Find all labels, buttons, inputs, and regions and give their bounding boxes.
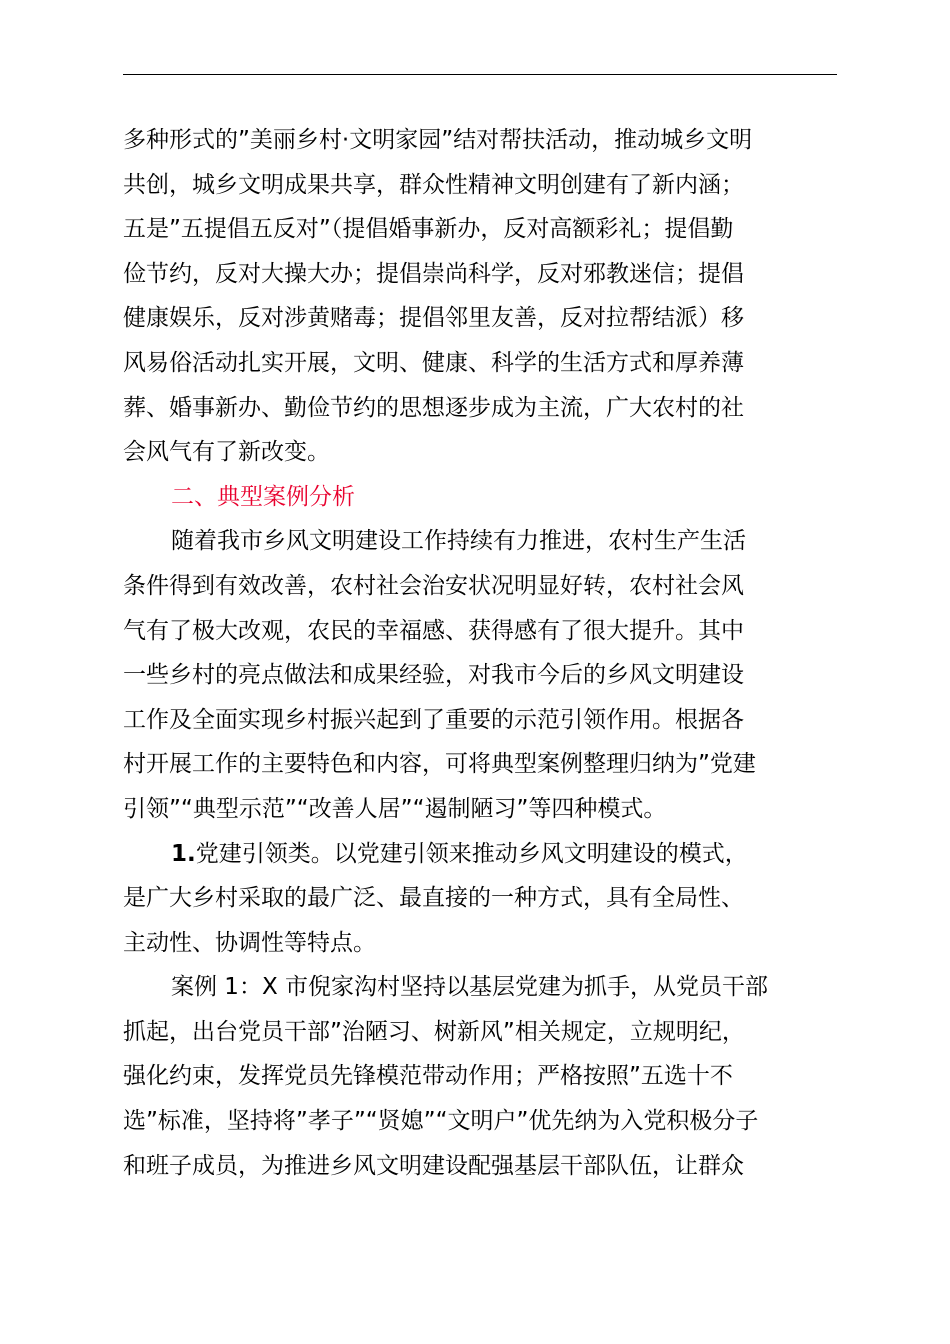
text-line: 五是”五提倡五反对”（提倡婚事新办，反对高额彩礼；提倡勤 <box>123 216 734 243</box>
text-line: 条件得到有效改善，农村社会治安状况明显好转，农村社会风 <box>123 572 744 599</box>
text-line: 抓起，出台党员干部”治陋习、树新风”相关规定，立规明纪， <box>123 1018 745 1045</box>
text-line: 一些乡村的亮点做法和成果经验，对我市今后的乡风文明建设 <box>123 662 744 689</box>
text-line: 风易俗活动扎实开展，文明、健康、科学的生活方式和厚养薄 <box>123 349 744 376</box>
text-line: 主动性、协调性等特点。 <box>123 929 376 956</box>
text-line: 工作及全面实现乡村振兴起到了重要的示范引领作用。根据各 <box>123 706 744 733</box>
text-line: 共创，城乡文明成果共享，群众性精神文明创建有了新内涵； <box>123 171 744 198</box>
text-line: 案例 1：X 市倪家沟村坚持以基层党建为抓手，从党员干部 <box>171 974 769 1001</box>
text-line: 葬、婚事新办、勤俭节约的思想逐步成为主流，广大农村的社 <box>123 394 744 421</box>
text-line: 多种形式的”美丽乡村·文明家园”结对帮扶活动，推动城乡文明 <box>123 127 753 153</box>
text-line: 随着我市乡风文明建设工作持续有力推进，农村生产生活 <box>171 528 746 555</box>
text-line: 俭节约，反对大操大办；提倡崇尚科学，反对邪教迷信；提倡 <box>123 260 744 287</box>
item-text: 党建引领类。以党建引领来推动乡风文明建设的模式， <box>195 840 748 867</box>
text-line: 选”标准，坚持将”孝子”“贤媳”“文明户”优先纳为入党积极分子 <box>123 1108 759 1135</box>
section-heading: 二、典型案例分析 <box>171 483 355 510</box>
header-rule <box>123 74 837 75</box>
text-line: 是广大乡村采取的最广泛、最直接的一种方式，具有全局性、 <box>123 885 744 912</box>
text-line: 健康娱乐，反对涉黄赌毒；提倡邻里友善，反对拉帮结派）移 <box>123 305 744 332</box>
body-text <box>123 118 837 1188</box>
text-line: 气有了极大改观，农民的幸福感、获得感有了很大提升。其中 <box>123 617 744 644</box>
numbered-paragraph-line <box>123 832 837 877</box>
text-line: 强化约束，发挥党员先锋模范带动作用；严格按照”五选十不 <box>123 1063 733 1090</box>
text-line: 会风气有了新改变。 <box>123 439 330 466</box>
item-number: 1. <box>171 840 196 867</box>
text-line: 村开展工作的主要特色和内容，可将典型案例整理归纳为”党建 <box>123 751 756 778</box>
text-line: 和班子成员，为推进乡风文明建设配强基层干部队伍，让群众 <box>123 1152 744 1179</box>
text-line: 引领”“典型示范”“改善人居”“遏制陋习”等四种模式。 <box>123 795 667 822</box>
